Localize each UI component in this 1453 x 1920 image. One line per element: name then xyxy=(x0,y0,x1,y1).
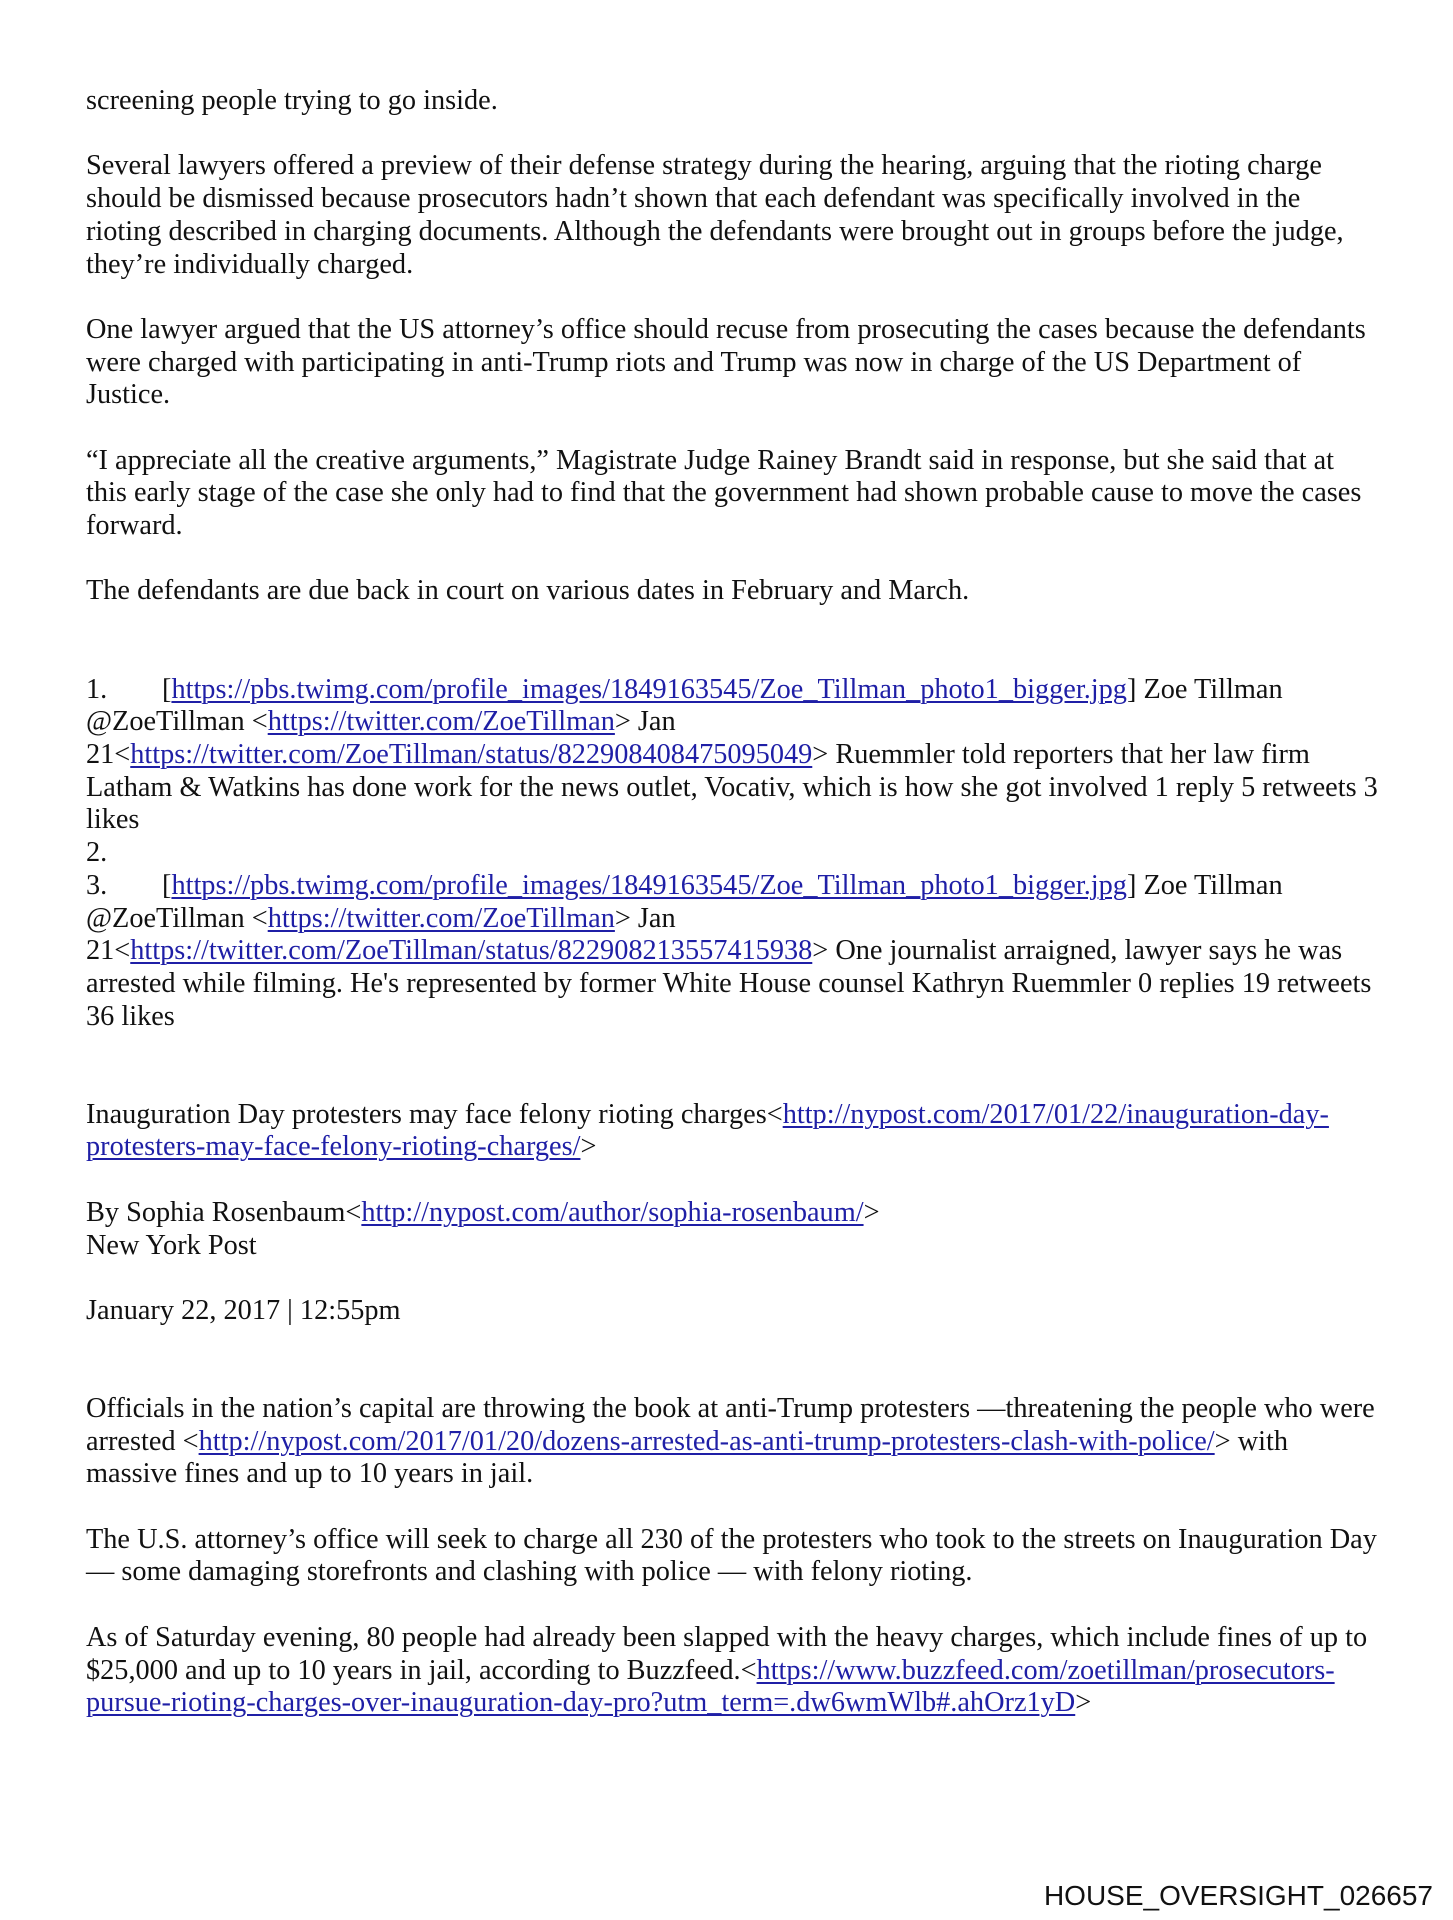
article-headline: Inauguration Day protesters may face felony rioting charges<http://nypost.com/2017/01/22/inauguration-day-protesters-may-face-felony-rioting-charges/> xyxy=(86,1098,1329,1163)
document-page xyxy=(86,85,1378,1753)
byline-text: By Sophia Rosenbaum xyxy=(86,1196,346,1228)
list-number: 1. xyxy=(86,673,108,705)
bates-number: HOUSE_OVERSIGHT_026657 xyxy=(1043,1880,1433,1911)
status-link[interactable]: https://twitter.com/ZoeTillman/status/822908213557415938 xyxy=(130,935,813,967)
tweet-item: 3. [https://pbs.twimg.com/profile_images/1849163545/Zoe_Tillman_photo1_bigger.jpg] Zoe Tillman @ZoeTillman <https://twitter.com/ZoeTillman> Jan 21<https://twitter.com/ZoeTillman/status/822908213557415938> One journalist arraigned, lawyer says he was arrested while filming. He's represented by former White House counsel Kathryn Ruemmler 0 replies 19 retweets 36 likes xyxy=(86,869,1372,1032)
profile-image-link[interactable]: https://pbs.twimg.com/profile_images/1849163545/Zoe_Tillman_photo1_bigger.jpg xyxy=(171,673,1127,705)
arrests-link[interactable]: http://nypost.com/2017/01/20/dozens-arrested-as-anti-trump-protesters-clash-with-police/ xyxy=(198,1425,1215,1457)
paragraph-text: with massive fines and up to 10 years in jail. xyxy=(86,1425,1289,1490)
author-link[interactable]: http://nypost.com/author/sophia-rosenbaum/ xyxy=(361,1196,864,1228)
buzzfeed-link[interactable]: https://www.buzzfeed.com/zoetillman/prosecutors-pursue-rioting-charges-over-inauguration-day-pro?utm_term=.dw6wmWlb#.ahOrz1yD xyxy=(86,1654,1335,1719)
paragraph-text: Officials in the nation’s capital are throwing the book at anti-Trump protesters —threatening the people who were arrested xyxy=(86,1392,1375,1457)
tweet-item xyxy=(86,837,1378,870)
profile-image-link[interactable]: https://pbs.twimg.com/profile_images/1849163545/Zoe_Tillman_photo1_bigger.jpg xyxy=(171,869,1127,901)
paragraph: As of Saturday evening, 80 people had already been slapped with the heavy charges, which include fines of up to $25,000 and up to 10 years in jail, according to Buzzfeed.<https://www.buzzfeed.com/zoetillman/prosecutors-pursue-rioting-charges-over-inauguration-day-pro?utm_term=.dw6wmWlb#.ahOrz1yD> xyxy=(86,1621,1368,1719)
tweet-author: Zoe Tillman @ZoeTillman xyxy=(86,869,1283,934)
profile-link[interactable]: https://twitter.com/ZoeTillman xyxy=(267,706,615,738)
headline-link[interactable]: http://nypost.com/2017/01/22/inauguration-day-protesters-may-face-felony-rioting-charges/ xyxy=(86,1098,1329,1163)
list-number: 3. xyxy=(86,869,108,901)
list-number: 2. xyxy=(86,837,108,869)
status-link[interactable]: https://twitter.com/ZoeTillman/status/822908408475095049 xyxy=(130,738,813,770)
paragraph: The defendants are due back in court on various dates in February and March. xyxy=(86,575,970,607)
publication: New York Post xyxy=(86,1229,257,1261)
tweet-text: Ruemmler told reporters that her law firm Latham & Watkins has done work for the news outlet, Vocativ, which is how she got involved 1 reply 5 retweets 3 likes xyxy=(86,738,1378,836)
paragraph: Several lawyers offered a preview of their defense strategy during the hearing, arguing that the rioting charge should be dismissed because prosecutors hadn’t shown that each defendant was specifically involved in the rioting described in charging documents. Although the defendants were brought out in groups before the judge, they’re individually charged. xyxy=(86,150,1344,280)
tweet-date: Jan 21 xyxy=(86,706,676,770)
headline-text: Inauguration Day protesters may face felony rioting charges xyxy=(86,1098,767,1130)
article-date: January 22, 2017 | 12:55pm xyxy=(86,1294,401,1326)
profile-link[interactable]: https://twitter.com/ZoeTillman xyxy=(267,902,615,934)
tweet-date: Jan 21 xyxy=(86,902,676,967)
tweet-author: Zoe Tillman @ZoeTillman xyxy=(86,673,1283,738)
tweet-item: 1. [https://pbs.twimg.com/profile_images/1849163545/Zoe_Tillman_photo1_bigger.jpg] Zoe Tillman @ZoeTillman <https://twitter.com/ZoeTillman> Jan 21<https://twitter.com/ZoeTillman/status/822908408475095049> Ruemmler told reporters that her law firm Latham & Watkins has done work for the news outlet, Vocativ, which is how she got involved 1 reply 5 retweets 3 likes xyxy=(86,673,1378,836)
paragraph: Officials in the nation’s capital are throwing the book at anti-Trump protesters —threatening the people who were arrested <http://nypost.com/2017/01/20/dozens-arrested-as-anti-trump-protesters-clash-with-police/> with massive fines and up to 10 years in jail. xyxy=(86,1392,1375,1490)
paragraph: The U.S. attorney’s office will seek to charge all 230 of the protesters who took to the streets on Inauguration Day — some damaging storefronts and clashing with police — with felony rioting. xyxy=(86,1523,1377,1588)
paragraph: One lawyer argued that the US attorney’s office should recuse from prosecuting the cases because the defendants were charged with participating in anti-Trump riots and Trump was now in charge of the US Department of Justice. xyxy=(86,313,1366,411)
tweet-text: One journalist arraigned, lawyer says he was arrested while filming. He's represented by former White House counsel Kathryn Ruemmler 0 replies 19 retweets 36 likes xyxy=(86,935,1372,1032)
paragraph: “I appreciate all the creative arguments,” Magistrate Judge Rainey Brandt said in response, but she said that at this early stage of the case she only had to find that the government had shown probable cause to move the cases forward. xyxy=(86,444,1362,542)
paragraph-text: As of Saturday evening, 80 people had already been slapped with the heavy charges, which include fines of up to $25,000 and up to 10 years in jail, according to Buzzfeed. xyxy=(86,1621,1368,1686)
byline: By Sophia Rosenbaum<http://nypost.com/author/sophia-rosenbaum/> xyxy=(86,1196,880,1228)
paragraph: screening people trying to go inside. xyxy=(86,85,498,116)
